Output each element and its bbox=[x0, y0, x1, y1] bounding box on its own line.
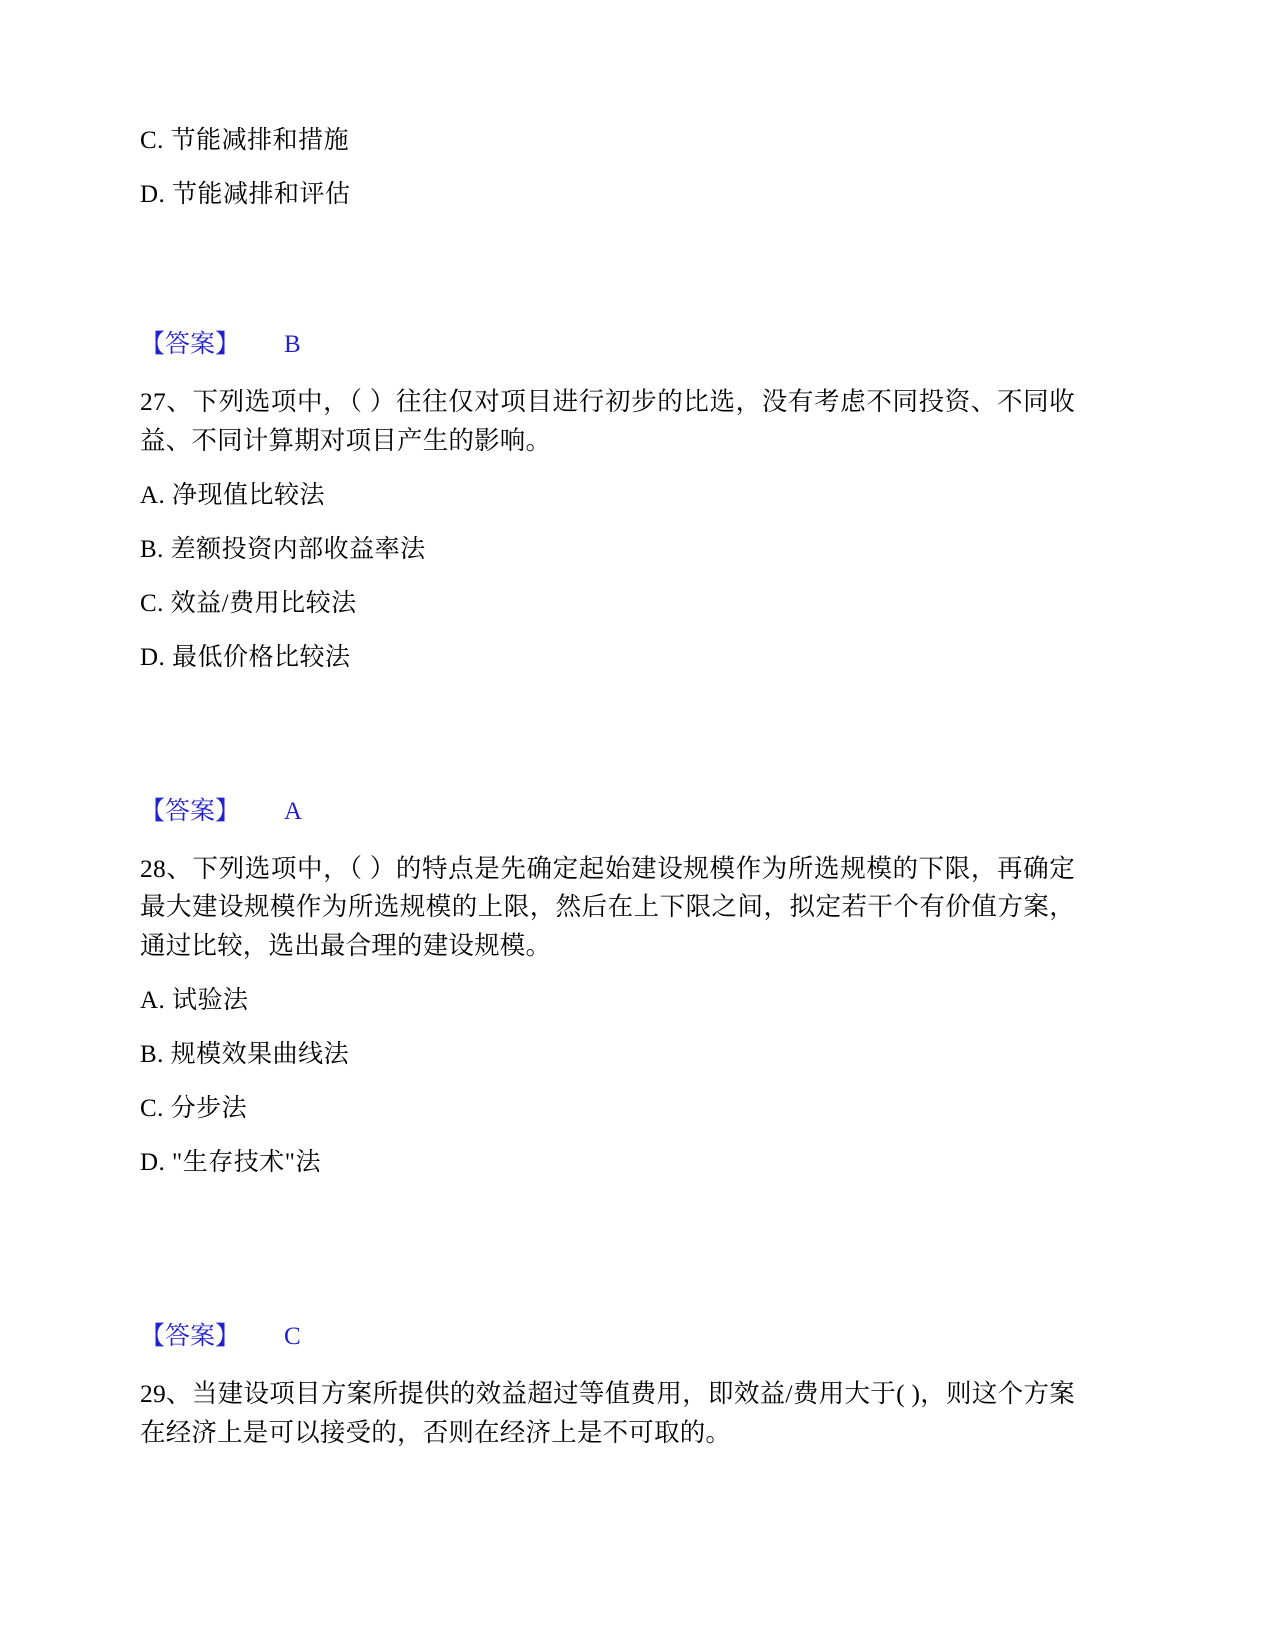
q28-option-d: D. "生存技术"法 bbox=[140, 1148, 321, 1176]
q26-answer-row bbox=[140, 332, 1075, 357]
answer-label: 【答案】 bbox=[140, 1322, 241, 1350]
q28-answer-value: C bbox=[284, 1322, 301, 1350]
q28-option-b: B. 规模效果曲线法 bbox=[140, 1040, 350, 1068]
q28-option-c: C. 分步法 bbox=[140, 1094, 248, 1122]
spacer-2 bbox=[140, 699, 1075, 799]
q29-stem: 29、当建设项目方案所提供的效益超过等值费用，即效益/费用大于( )，则这个方案在经济上是可以接受的，否则在经济上是不可取的。 bbox=[140, 1378, 1075, 1447]
q27-option-a: A. 净现值比较法 bbox=[140, 481, 326, 509]
q26-answer-value: B bbox=[284, 331, 301, 358]
q28-option-a: A. 试验法 bbox=[140, 986, 249, 1014]
q27-answer-value: A bbox=[284, 797, 303, 825]
q27-answer-row bbox=[140, 799, 1075, 824]
q27-option-b: B. 差额投资内部收益率法 bbox=[140, 535, 426, 563]
q27-stem: 27、下列选项中，（ ）往往仅对项目进行初步的比选，没有考虑不同投资、不同收益、不同计算期对项目产生的影响。 bbox=[140, 387, 1075, 455]
q27-option-d: D. 最低价格比较法 bbox=[140, 643, 351, 671]
answer-label: 【答案】 bbox=[140, 331, 241, 358]
q26-option-d: D. 节能减排和评估 bbox=[140, 181, 351, 208]
q28-answer-row bbox=[140, 1324, 1075, 1349]
answer-label: 【答案】 bbox=[140, 797, 241, 825]
document-content bbox=[140, 128, 1075, 1474]
q27-option-c: C. 效益/费用比较法 bbox=[140, 589, 357, 617]
spacer-3 bbox=[140, 1204, 1075, 1324]
q28-stem: 28、下列选项中，（ ）的特点是先确定起始建设规模作为所选规模的下限，再确定最大建设规模作为所选规模的上限，然后在上下限之间，拟定若干个有价值方案，通过比较，选出最合理的建设规模。 bbox=[140, 853, 1075, 960]
q26-option-c: C. 节能减排和措施 bbox=[140, 127, 350, 154]
spacer-1 bbox=[140, 236, 1075, 332]
